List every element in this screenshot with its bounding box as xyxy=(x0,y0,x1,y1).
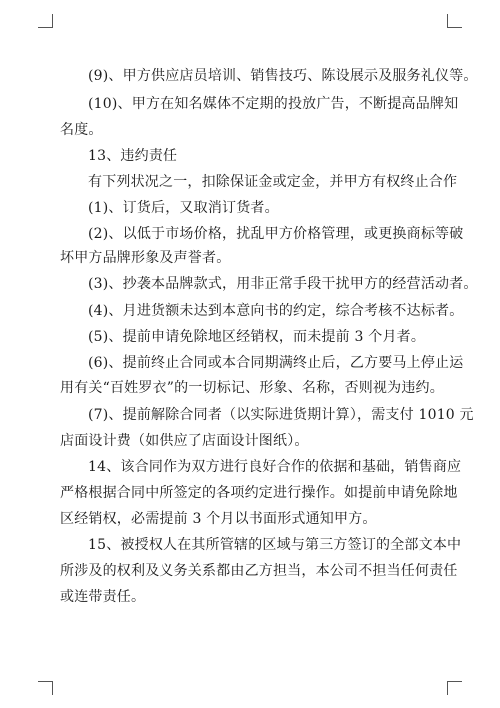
crop-mark-bottom-left-v xyxy=(52,681,53,695)
section-15-line-1: 15、被授权人在其所管辖的区域与第三方签订的全部文本中 xyxy=(88,537,462,553)
section-14-line-1: 14、该合同作为双方进行良好合作的依据和基础，销售商应 xyxy=(88,459,462,475)
crop-mark-top-right-v xyxy=(447,14,448,28)
item-7-line-1: (7)、提前解除合同者（以实际进货期计算），需支付 1010 元 xyxy=(88,407,474,423)
crop-mark-top-left-v xyxy=(52,14,53,28)
clause-10-line-1: (10)、甲方在知名媒体不定期的投放广告，不断提高品牌知 xyxy=(88,96,459,112)
item-6-line-2: 用有关“百姓罗衣”的一切标记、形象、名称，否则视为违约。 xyxy=(60,380,444,396)
crop-mark-bottom-left-h xyxy=(38,681,52,682)
clause-10-line-2: 名度。 xyxy=(60,122,103,138)
section-15-line-2: 所涉及的权利及义务关系都由乙方担当，本公司不担当任何责任 xyxy=(60,563,458,579)
item-5-line: (5)、提前申请免除地区经销权，而未提前 3 个月者。 xyxy=(88,329,426,345)
crop-mark-top-right-h xyxy=(448,27,462,28)
item-2-line-1: (2)、以低于市场价格，扰乱甲方价格管理，或更换商标等破 xyxy=(88,226,464,242)
item-6-line-1: (6)、提前终止合同或本合同期满终止后，乙方要马上停止运 xyxy=(88,355,464,371)
section-14-line-2: 严格根据合同中所签定的各项约定进行操作。如提前申请免除地 xyxy=(60,485,458,501)
section-15-line-3: 或连带责任。 xyxy=(60,589,146,605)
section-13-heading: 13、违约责任 xyxy=(88,148,178,164)
clause-9-line: (9)、甲方供应店员培训、销售技巧、陈设展示及服务礼仪等。 xyxy=(88,68,478,84)
crop-mark-top-left-h xyxy=(38,27,52,28)
item-4-line: (4)、月进货额未达到本意向书的约定，综合考核不达标者。 xyxy=(88,303,464,319)
item-3-line: (3)、抄袭本品牌款式，用非正常手段干扰甲方的经营活动者。 xyxy=(88,276,478,292)
item-7-line-2: 店面设计费（如供应了店面设计图纸）。 xyxy=(60,433,309,449)
crop-mark-bottom-right-h xyxy=(448,681,462,682)
section-13-intro: 有下列状况之一，扣除保证金或定金，并甲方有权终止合作 xyxy=(88,174,458,190)
item-1-line: (1)、订货后，又取消订货者。 xyxy=(88,200,279,216)
crop-mark-bottom-right-v xyxy=(447,681,448,695)
item-2-line-2: 坏甲方品牌形象及声誉者。 xyxy=(60,250,231,266)
section-14-line-3: 区经销权，必需提前 3 个月以书面形式通知甲方。 xyxy=(60,511,377,527)
